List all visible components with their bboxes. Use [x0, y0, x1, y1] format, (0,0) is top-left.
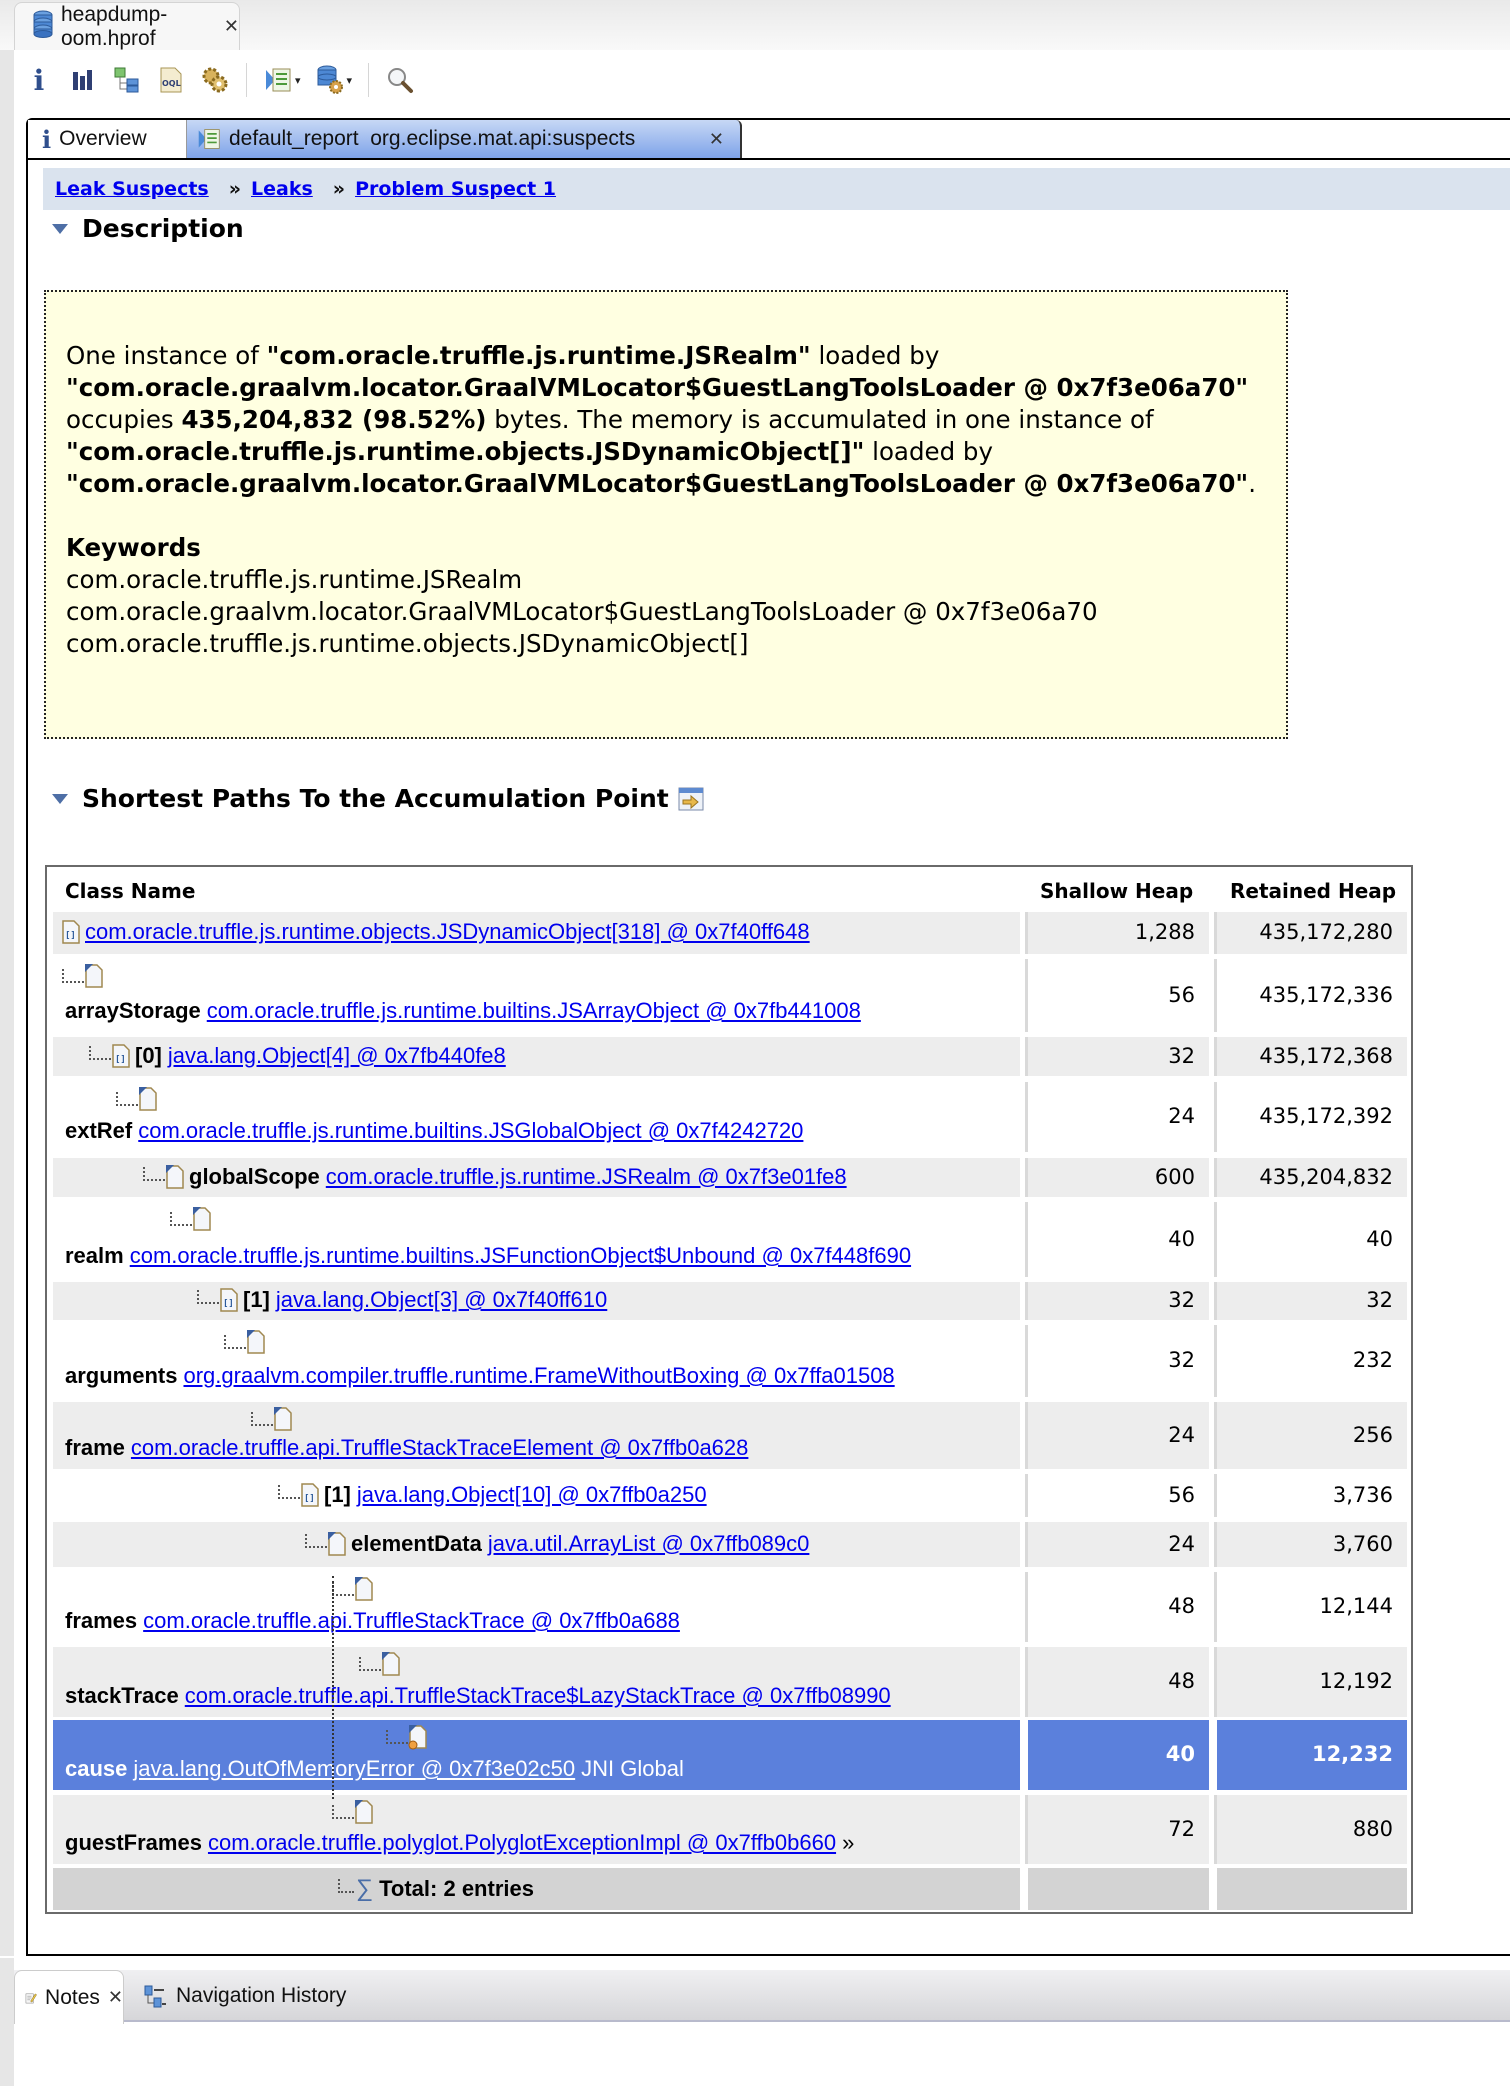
- cell-retained-heap: [1214, 1795, 1407, 1864]
- object-icon: [381, 1651, 401, 1677]
- cell-shallow-heap: [1025, 1572, 1209, 1642]
- shortest-paths-table: [45, 865, 1413, 1914]
- table-row[interactable]: [53, 1647, 1407, 1717]
- cell-class-name: [53, 1795, 1020, 1864]
- close-icon[interactable]: ✕: [223, 16, 239, 36]
- paths-section-toggle[interactable]: [52, 784, 705, 813]
- retained-heap-value: 40: [1366, 1226, 1393, 1251]
- cell-retained-heap: [1214, 1647, 1407, 1717]
- object-icon: [84, 963, 104, 989]
- tab-default-report-label: default_report org.eclipse.mat.api:suspects: [229, 127, 636, 150]
- object-link[interactable]: com.oracle.truffle.polyglot.PolyglotExceptionImpl @ 0x7ffb0b660: [207, 1830, 837, 1855]
- run-report-button[interactable]: [263, 64, 293, 96]
- cell-class-name: [53, 1202, 1020, 1277]
- object-link[interactable]: com.oracle.truffle.js.runtime.builtins.JSGlobalObject @ 0x7f4242720: [138, 1118, 804, 1143]
- column-header-shallow-heap[interactable]: Shallow Heap: [1040, 879, 1194, 903]
- close-icon[interactable]: ✕: [107, 1987, 123, 2007]
- cell-class-name: [53, 1282, 1020, 1320]
- cell-shallow-heap: [1025, 1647, 1209, 1717]
- report-tabs: [28, 120, 742, 158]
- description-box: [44, 290, 1288, 739]
- field-name: [0]: [135, 1042, 162, 1068]
- report-icon: [197, 127, 221, 151]
- tree-connector: [62, 969, 84, 983]
- tree-node: [65, 1608, 680, 1634]
- breadcrumb-separator: »: [332, 178, 346, 200]
- tree-node: [89, 1043, 506, 1069]
- cell-shallow-heap: [1025, 1522, 1209, 1567]
- shallow-heap-value: 56: [1168, 1482, 1195, 1507]
- oql-button[interactable]: [156, 64, 186, 96]
- collapse-triangle-icon: [52, 794, 68, 804]
- breadcrumb-separator: »: [228, 178, 242, 200]
- array-icon: [111, 1043, 131, 1069]
- tree-node: [305, 1531, 809, 1557]
- tree-node: [278, 1482, 707, 1508]
- gc-root-object-icon: [408, 1724, 428, 1750]
- histogram-bar-icon: [71, 68, 95, 92]
- tree-node: [65, 1118, 803, 1144]
- dominator-tree-icon: [113, 66, 141, 94]
- object-icon: [354, 1576, 374, 1602]
- desc-part: loaded by: [864, 437, 993, 466]
- tab-navigation-history[interactable]: [132, 1970, 346, 2022]
- field-name: cause: [65, 1756, 128, 1781]
- bottom-view-tabbar: [14, 1970, 1510, 2022]
- cell-shallow-heap: [1025, 1282, 1209, 1320]
- description-text: [66, 340, 1266, 500]
- heap-dump-toolbar: [24, 56, 415, 104]
- object-icon: [354, 1799, 374, 1825]
- tree-node: [65, 1756, 684, 1782]
- tree-connector: [332, 1805, 354, 1819]
- shallow-heap-value: 40: [1168, 1226, 1195, 1251]
- tab-navigation-history-label: Navigation History: [176, 1984, 347, 2007]
- cell-shallow-heap: [1025, 1720, 1209, 1790]
- tree-node-icon: [224, 1329, 266, 1355]
- cell-shallow-heap: [1025, 1202, 1209, 1277]
- info-icon: i: [33, 63, 45, 97]
- report-icon: [264, 66, 292, 94]
- sigma-icon: ∑: [356, 1875, 374, 1902]
- cell-shallow-heap: [1025, 959, 1209, 1032]
- svg-text:[]: []: [223, 1299, 234, 1309]
- shallow-heap-value: 1,288: [1134, 920, 1195, 944]
- shallow-heap-value: 24: [1168, 1422, 1195, 1447]
- tab-overview-label: Overview: [59, 127, 147, 150]
- array-icon: [219, 1287, 239, 1313]
- tab-divider: [28, 158, 1510, 160]
- cell-class-name: [53, 1522, 1020, 1567]
- cell-retained-heap: [1214, 1720, 1407, 1790]
- field-name: extRef: [65, 1118, 133, 1143]
- tree-node: [65, 1683, 891, 1709]
- cell-shallow-heap: [1025, 1402, 1209, 1469]
- svg-text:[]: []: [304, 1493, 315, 1504]
- info-icon: i: [42, 124, 52, 154]
- desc-part-bold: "com.oracle.truffle.js.runtime.JSRealm": [266, 341, 811, 370]
- cell-retained-heap: [1214, 1082, 1407, 1152]
- tree-node-icon: [359, 1651, 401, 1677]
- cell-class-name: [53, 959, 1020, 1032]
- cell-retained-heap: [1214, 1282, 1407, 1320]
- table-row[interactable]: [53, 912, 1407, 954]
- field-name: elementData: [351, 1530, 482, 1556]
- shallow-heap-value: 24: [1168, 1104, 1195, 1128]
- retained-heap-value: 435,204,832: [1259, 1164, 1393, 1189]
- shallow-heap-value: 48: [1168, 1594, 1195, 1618]
- object-icon: [273, 1406, 293, 1432]
- tree-node: [197, 1287, 607, 1313]
- cell-retained-heap: [1214, 959, 1407, 1032]
- retained-heap-value: 435,172,280: [1259, 920, 1393, 944]
- array-icon: [61, 919, 81, 945]
- retained-heap-value: 435,172,368: [1259, 1043, 1393, 1068]
- retained-heap-value: 3,736: [1332, 1482, 1393, 1507]
- cell-class-name: [53, 912, 1020, 954]
- editor-tabbar: [0, 0, 1510, 50]
- cell-retained-heap: [1214, 1402, 1407, 1469]
- tree-node-icon: [332, 1799, 374, 1825]
- more-paths-indicator[interactable]: »: [842, 1830, 855, 1855]
- object-icon: [327, 1531, 347, 1557]
- overview-info-button[interactable]: [24, 64, 54, 96]
- tree-connector: [305, 1534, 327, 1548]
- tree-connector: [170, 1212, 192, 1226]
- svg-text:[]: []: [65, 931, 76, 941]
- cell-retained-heap: [1214, 1325, 1407, 1397]
- desc-part: One instance of: [66, 341, 267, 370]
- field-name: frame: [65, 1435, 125, 1460]
- object-link[interactable]: com.oracle.truffle.api.TruffleStackTrace$LazyStackTrace @ 0x7ffb08990: [184, 1683, 891, 1708]
- cell-class-name: [53, 1474, 1020, 1517]
- retained-heap-value: 32: [1366, 1288, 1393, 1312]
- cell-shallow-heap: [1025, 1795, 1209, 1864]
- tree-guide-line: [332, 1576, 334, 1799]
- cell-class-name: [53, 1572, 1020, 1642]
- array-icon: [300, 1482, 320, 1508]
- tree-connector: [338, 1879, 354, 1893]
- shallow-heap-value: 56: [1168, 982, 1195, 1007]
- table-row-selected[interactable]: [53, 1720, 1407, 1790]
- open-in-view-icon[interactable]: [677, 786, 705, 812]
- dominator-tree-button[interactable]: [112, 64, 142, 96]
- object-link[interactable]: java.lang.Object[3] @ 0x7f40ff610: [275, 1287, 608, 1312]
- table-row[interactable]: [53, 1158, 1407, 1197]
- svg-text:[]: []: [115, 1054, 126, 1065]
- cell-shallow-heap: [1025, 1037, 1209, 1076]
- tree-connector: [386, 1730, 408, 1744]
- tree-connector: [278, 1485, 300, 1499]
- desc-part: occupies: [66, 405, 182, 434]
- toolbar-separator: [368, 63, 369, 97]
- retained-heap-value: 12,192: [1319, 1669, 1393, 1693]
- field-name: realm: [65, 1243, 124, 1268]
- table-row[interactable]: [53, 1474, 1407, 1517]
- shallow-heap-value: 72: [1168, 1816, 1195, 1841]
- cell-class-name: [53, 1325, 1020, 1397]
- table-row[interactable]: [53, 959, 1407, 1032]
- cell-class-name: [53, 1037, 1020, 1076]
- breadcrumb-problem-suspect-1[interactable]: Problem Suspect 1: [355, 178, 557, 200]
- object-link[interactable]: java.lang.Object[4] @ 0x7fb440fe8: [167, 1042, 506, 1068]
- tree-node-icon: [332, 1576, 374, 1602]
- object-link[interactable]: com.oracle.truffle.js.runtime.builtins.JSArrayObject @ 0x7fb441008: [206, 998, 861, 1023]
- tab-notes-label: Notes: [45, 1985, 100, 2009]
- breadcrumb: [43, 168, 1510, 210]
- cell-class-name: [53, 1720, 1020, 1790]
- field-name: frames: [65, 1608, 138, 1633]
- cell-empty: [1025, 1868, 1209, 1910]
- cell-empty: [1214, 1868, 1407, 1910]
- tab-notes[interactable]: [14, 1970, 124, 2024]
- object-link[interactable]: com.oracle.truffle.js.runtime.builtins.JSFunctionObject$Unbound @ 0x7f448f690: [129, 1243, 912, 1268]
- retained-heap-value: 12,232: [1311, 1742, 1393, 1766]
- total-entries: [338, 1875, 534, 1903]
- editor-tab-heapdump[interactable]: [14, 2, 240, 50]
- tree-node: [65, 998, 861, 1024]
- tree-connector: [197, 1290, 219, 1304]
- retained-heap-value: 880: [1352, 1816, 1393, 1841]
- cell-class-name: [53, 1647, 1020, 1717]
- object-link[interactable]: java.lang.Object[10] @ 0x7ffb0a250: [356, 1481, 707, 1507]
- notes-pencil-icon: [25, 1985, 37, 2011]
- desc-part: bytes. The memory is accumulated in one instance of: [486, 405, 1154, 434]
- retained-heap-value: 435,172,336: [1259, 982, 1393, 1007]
- cell-shallow-heap: [1025, 1474, 1209, 1517]
- shallow-heap-value: 600: [1154, 1164, 1195, 1189]
- keywords-heading: Keywords: [66, 533, 201, 562]
- toolbar-separator: [246, 63, 247, 97]
- shallow-heap-value: 48: [1168, 1669, 1195, 1693]
- object-link[interactable]: com.oracle.truffle.api.TruffleStackTraceElement @ 0x7ffb0a628: [130, 1435, 749, 1460]
- tree-node-icon: [62, 963, 104, 989]
- desc-part-bold: 435,204,832 (98.52%): [181, 405, 487, 434]
- thread-overview-button[interactable]: [200, 64, 230, 96]
- shallow-heap-value: 40: [1165, 1742, 1195, 1766]
- keyword-item: com.oracle.truffle.js.runtime.JSRealm: [66, 565, 523, 594]
- magnifier-icon: [386, 66, 414, 94]
- cell-retained-heap: [1214, 1037, 1407, 1076]
- object-icon: [138, 1086, 158, 1112]
- tree-node-icon: [251, 1406, 293, 1432]
- collapse-triangle-icon: [52, 224, 68, 234]
- editor-tab-title: heapdump-oom.hprof: [61, 2, 168, 50]
- object-link[interactable]: com.oracle.truffle.js.runtime.objects.JSDynamicObject[318] @ 0x7f40ff648: [85, 919, 810, 944]
- object-link[interactable]: java.lang.OutOfMemoryError @ 0x7f3e02c50: [133, 1756, 576, 1781]
- histogram-button[interactable]: [68, 64, 98, 96]
- retained-heap-value: 12,144: [1319, 1594, 1393, 1618]
- desc-part-bold: "com.oracle.graalvm.locator.GraalVMLocator$GuestLangToolsLoader @ 0x7f3e06a70": [66, 373, 1249, 402]
- cell-retained-heap: [1214, 912, 1407, 954]
- shallow-heap-value: 32: [1168, 1288, 1195, 1312]
- navigation-history-icon: [142, 1983, 168, 2009]
- paths-heading: Shortest Paths To the Accumulation Point: [82, 784, 669, 813]
- cell-class-name: [53, 1868, 1020, 1910]
- field-name: stackTrace: [65, 1683, 179, 1708]
- field-name: globalScope: [189, 1163, 320, 1189]
- table-row[interactable]: [53, 1522, 1407, 1567]
- database-gear-icon: [316, 65, 344, 95]
- run-report-dropdown-arrow[interactable]: ▾: [295, 73, 301, 87]
- tree-connector: [89, 1046, 111, 1060]
- heap-dump-database-icon: [33, 10, 53, 44]
- cell-class-name: [53, 1082, 1020, 1152]
- tree-node-icon: [170, 1206, 212, 1232]
- object-link[interactable]: com.oracle.truffle.js.runtime.JSRealm @ 0x7f3e01fe8: [325, 1163, 847, 1189]
- field-name: arrayStorage: [65, 998, 201, 1023]
- retained-heap-value: 3,760: [1332, 1531, 1393, 1556]
- tree-node: [143, 1164, 847, 1190]
- close-icon[interactable]: ✕: [708, 128, 724, 149]
- cell-class-name: [53, 1402, 1020, 1469]
- cell-retained-heap: [1214, 1202, 1407, 1277]
- total-label: Total: 2 entries: [379, 1876, 534, 1901]
- object-link[interactable]: java.util.ArrayList @ 0x7ffb089c0: [487, 1530, 810, 1556]
- left-gutter: [0, 1958, 14, 2086]
- tab-overview[interactable]: [28, 120, 186, 158]
- retained-heap-value: 256: [1352, 1422, 1393, 1447]
- column-header-class-name[interactable]: Class Name: [65, 879, 196, 903]
- table-row[interactable]: [53, 1282, 1407, 1320]
- field-name: arguments: [65, 1363, 178, 1388]
- object-icon: [246, 1329, 266, 1355]
- cell-shallow-heap: [1025, 1158, 1209, 1197]
- table-row[interactable]: [53, 1325, 1407, 1397]
- cell-shallow-heap: [1025, 912, 1209, 954]
- cell-retained-heap: [1214, 1522, 1407, 1567]
- cell-retained-heap: [1214, 1158, 1407, 1197]
- keyword-item: com.oracle.truffle.js.runtime.objects.JSDynamicObject[]: [66, 629, 749, 658]
- object-link[interactable]: com.oracle.truffle.api.TruffleStackTrace @ 0x7ffb0a688: [143, 1608, 680, 1633]
- tree-node: [65, 1243, 911, 1269]
- svg-text:OQL: OQL: [162, 79, 181, 88]
- tree-connector: [224, 1335, 246, 1349]
- desc-part: loaded by: [810, 341, 940, 370]
- tree-node: [65, 1435, 748, 1461]
- left-gutter: [0, 50, 14, 1970]
- breadcrumb-leak-suspects[interactable]: Leak Suspects: [55, 178, 209, 200]
- gc-root-label: JNI Global: [581, 1756, 684, 1781]
- tree-node-icon: [116, 1086, 158, 1112]
- description-section-toggle[interactable]: [52, 214, 244, 243]
- shallow-heap-value: 32: [1168, 1348, 1195, 1372]
- table-row[interactable]: [53, 1202, 1407, 1277]
- tree-node: [61, 919, 810, 945]
- tree-connector: [332, 1582, 354, 1596]
- table-row[interactable]: [53, 1082, 1407, 1152]
- query-browser-dropdown-arrow[interactable]: ▾: [346, 73, 353, 87]
- object-link[interactable]: org.graalvm.compiler.truffle.runtime.FrameWithoutBoxing @ 0x7ffa01508: [183, 1363, 895, 1388]
- table-row[interactable]: [53, 1402, 1407, 1469]
- field-name: guestFrames: [65, 1830, 202, 1855]
- cell-shallow-heap: [1025, 1082, 1209, 1152]
- field-name: [1]: [243, 1287, 270, 1312]
- find-object-button[interactable]: [385, 64, 415, 96]
- tree-node-icon: [386, 1724, 428, 1750]
- table-row[interactable]: [53, 1572, 1407, 1642]
- retained-heap-value: 435,172,392: [1259, 1104, 1393, 1128]
- field-name: [1]: [324, 1481, 351, 1507]
- cell-retained-heap: [1214, 1572, 1407, 1642]
- tree-node: [65, 1830, 854, 1856]
- tree-connector: [116, 1092, 138, 1106]
- object-icon: [192, 1206, 212, 1232]
- column-header-retained-heap[interactable]: Retained Heap: [1230, 879, 1397, 903]
- table-total-row: [53, 1868, 1407, 1910]
- desc-part-bold: "com.oracle.truffle.js.runtime.objects.JSDynamicObject[]": [66, 437, 865, 466]
- desc-part: .: [1248, 469, 1256, 498]
- table-row[interactable]: [53, 1795, 1407, 1864]
- oql-icon: [158, 66, 184, 94]
- cell-class-name: [53, 1158, 1020, 1197]
- cell-shallow-heap: [1025, 1325, 1209, 1397]
- description-heading: Description: [82, 214, 244, 243]
- table-row[interactable]: [53, 1037, 1407, 1076]
- table-header: [47, 867, 1411, 912]
- tree-connector: [143, 1167, 165, 1181]
- breadcrumb-leaks[interactable]: Leaks: [251, 178, 313, 200]
- tree-connector: [251, 1412, 273, 1426]
- tree-connector: [359, 1657, 381, 1671]
- shallow-heap-value: 32: [1168, 1043, 1195, 1068]
- shallow-heap-value: 24: [1168, 1531, 1195, 1556]
- tree-node: [65, 1363, 895, 1389]
- tab-default-report[interactable]: [186, 120, 742, 158]
- keyword-item: com.oracle.graalvm.locator.GraalVMLocator$GuestLangToolsLoader @ 0x7f3e06a70: [66, 597, 1098, 626]
- cell-retained-heap: [1214, 1474, 1407, 1517]
- gears-icon: [201, 66, 229, 94]
- query-browser-button[interactable]: [315, 64, 345, 96]
- retained-heap-value: 232: [1352, 1348, 1393, 1372]
- desc-part-bold: "com.oracle.graalvm.locator.GraalVMLocator$GuestLangToolsLoader @ 0x7f3e06a70": [66, 469, 1249, 498]
- object-icon: [165, 1164, 185, 1190]
